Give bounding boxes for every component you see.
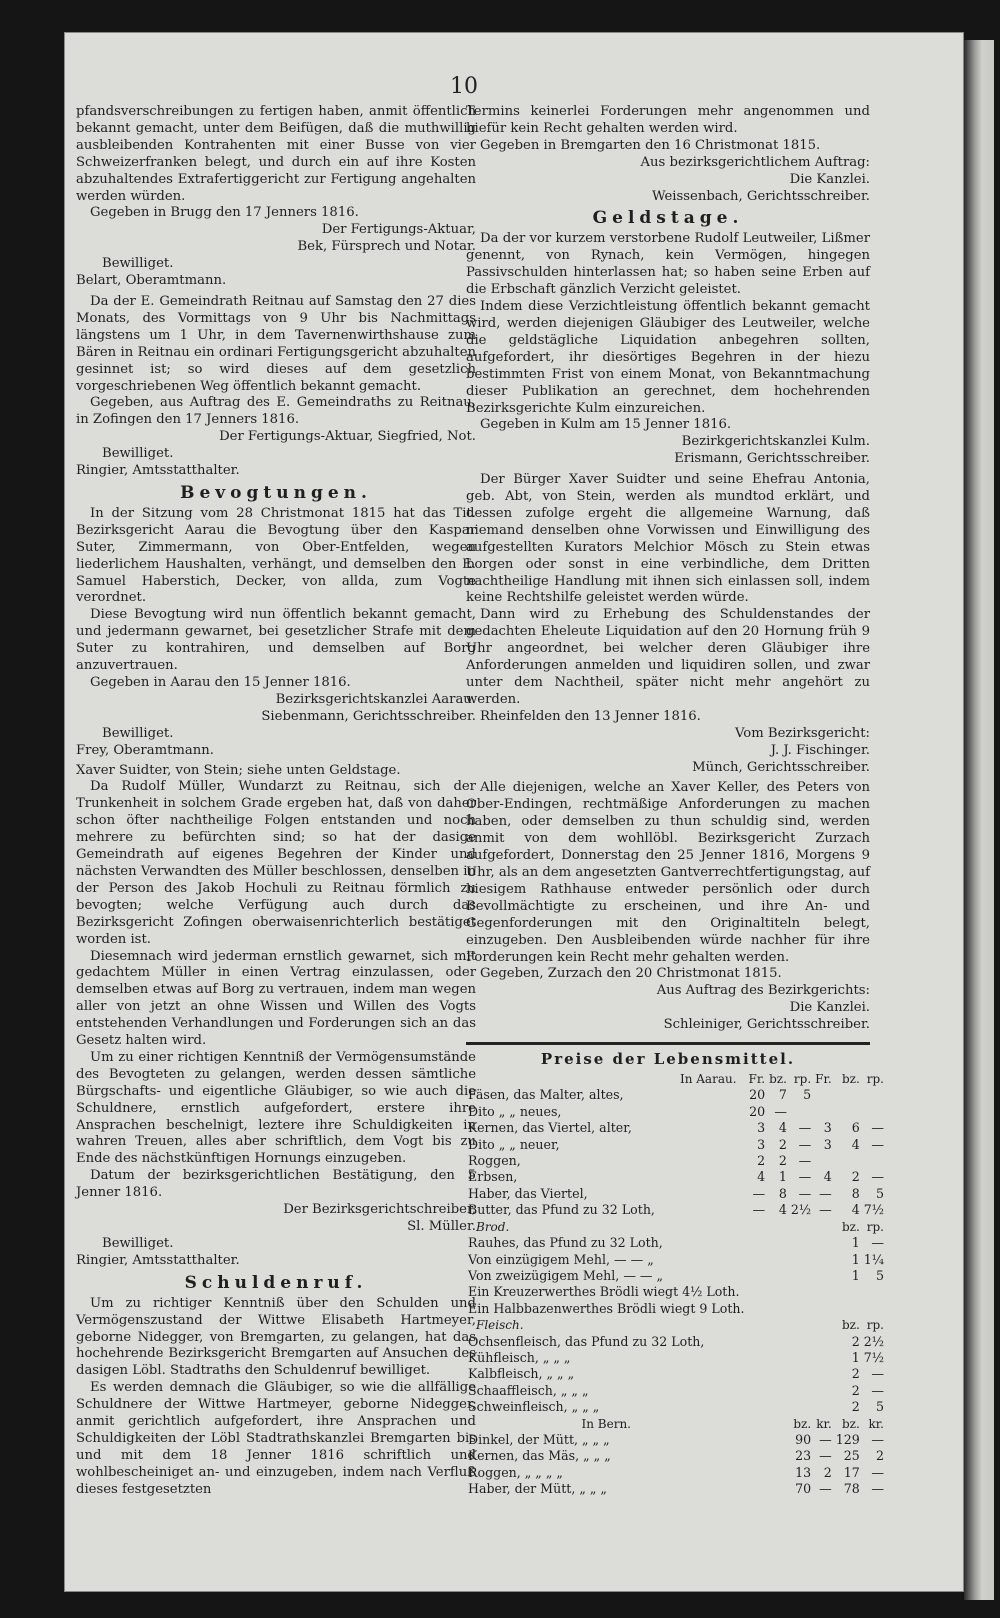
notice-keller-text: Alle diejenigen, welche an Xaver Keller, des Peters von Ober-Endingen, rechtmäßige Anforderungen zu machen haben, oder demselben zu thun schuldig sind, werden anmit von dem wohllöbl. Bezirksgericht Zurzach aufgefordert, Donnerstag den 25 Jenner 1816, Morgens 9 Uhr, als an dem angesetzten Gantverrechtfertigungstag, auf hiesigem Rathhause entweder persönlich oder durch Bevollmächtigte zu erscheinen, und ihre An- und Gegenforderungen mit den Originaltiteln belegt, einzugeben. Den Ausbleibenden würde nachher für ihre Forderungen kein Recht mehr gehalten werden. <box>466 780 870 965</box>
price-header-aarau <box>466 1071 886 1087</box>
price-item: Fäsen, das Malter, altes, <box>468 1087 624 1103</box>
notice-reitnau-signature: Der Fertigungs-Aktuar, Siegfried, Not. <box>219 429 476 445</box>
notice-suter-warning: Diese Bevogtung wird nun öffentlich bekannt gemacht, und jedermann gewarnet, bei gesetzlicher Strafe mit dem Suter zu kontrahiren, und demselben auf Borg anzuvertrauen. <box>76 607 476 674</box>
price-value: 70 <box>795 1481 812 1497</box>
price-row <box>466 1120 886 1136</box>
price-value: — <box>819 1202 832 1218</box>
price-table <box>466 1071 886 1498</box>
price-header-cell: Fr. <box>815 1072 832 1087</box>
price-item: Schweinfleisch, „ „ „ <box>468 1399 600 1415</box>
price-value: 2 <box>875 1448 884 1464</box>
price-value: 1 <box>851 1251 860 1267</box>
price-value: 17 <box>843 1464 860 1480</box>
price-value: 1 <box>851 1267 860 1283</box>
notice-mueller-creditors: Um zu einer richtigen Kenntniß der Vermögensumstände des Bevogteten zu gelangen, werden dessen sämtliche Bürgschafts- und eigentliche Gläubiger, so wie auch die Schuldnere, ernstlich aufgefordert, erstere ihre Ansprachen beschelnigt, leztere ihre Schuldigkeiten in wahren Treuen, alles aber schriftlich, dem Vogt bis zu Ende des nächstkünftigen Hornungs einzugeben. <box>76 1049 476 1167</box>
price-item: Von einzügigem Mehl, — — „ <box>468 1251 654 1267</box>
price-value: 7 <box>778 1087 787 1103</box>
next-page-edge <box>964 40 994 1600</box>
price-row <box>466 1087 886 1103</box>
price-value: 2 <box>757 1153 766 1169</box>
price-item: Haber, der Mütt, „ „ „ <box>468 1481 607 1497</box>
price-value: 8 <box>851 1185 860 1201</box>
notice-keller-signature-order: Aus Auftrag des Bezirkgerichts: <box>656 983 870 999</box>
price-header-label: In Aarau. <box>679 1072 737 1087</box>
notice-brugg-signature-title: Der Fertigungs-Aktuar, <box>321 222 476 238</box>
notice-reitnau-text: Da der E. Gemeindrath Reitnau auf Samstag den 27 dies Monats, des Vormittags von 9 Uhr bis Nachmittags längstens um 1 Uhr, in dem Tavernenwirthshause zum Bären in Reitnau ein ordinari Fertigungsgericht abzuhalten gesinnet ist; so wird dieses auf dem gesetzlich vorgeschriebenen Weg öffentlich bekannt gemacht. <box>76 293 476 394</box>
price-item: Erbsen, <box>468 1169 518 1185</box>
price-value: — <box>871 1169 884 1185</box>
price-value: — <box>774 1103 787 1119</box>
notice-bremgarten-signature-order: Aus bezirksgerichtlichem Auftrag: <box>640 154 870 170</box>
price-value <box>834 1284 862 1300</box>
section-divider <box>466 1042 870 1045</box>
price-row <box>466 1366 886 1382</box>
price-value: 8 <box>778 1185 787 1201</box>
price-header-cell: bz. <box>841 1072 860 1087</box>
price-value: 2 <box>851 1169 860 1185</box>
price-value: — <box>871 1120 884 1136</box>
notice-bremgarten-text: Termins keinerlei Forderungen mehr angenommen und hiefür kein Recht gehalten werden wird. <box>466 104 870 136</box>
price-value: 1 <box>851 1235 860 1251</box>
price-value: 6 <box>851 1120 860 1136</box>
notice-leutweiler-text: Da der vor kurzem verstorbene Rudolf Leutweiler, Lißmer genennt, von Rynach, kein Vermögen, hingegen Passivschulden hinterlassen hat; so haben seine Erben auf die Erbschaft gänzlich Verzicht geleistet. <box>466 231 870 298</box>
notice-suidter-date: Rheinfelden den 13 Jenner 1816. <box>480 708 701 724</box>
price-item: Roggen, <box>468 1153 521 1169</box>
price-header-label: Fleisch. <box>476 1318 524 1333</box>
price-value <box>813 1087 834 1103</box>
notice-mueller-date: Datum der bezirksgerichtlichen Bestätigung, den 5 Jenner 1816. <box>76 1168 476 1201</box>
notice-suter-signature-name: Siebenmann, Gerichtsschreiber. <box>261 708 476 724</box>
price-value: 4 <box>757 1169 766 1185</box>
price-row <box>466 1235 886 1251</box>
price-value: 25 <box>843 1448 860 1464</box>
heading-bevogtungen: Bevogtungen. <box>180 482 372 503</box>
price-value <box>862 1153 886 1169</box>
notice-keller-signature-office: Die Kanzlei. <box>789 1000 870 1016</box>
price-item: Ochsenfleisch, das Pfund zu 32 Loth, <box>468 1333 705 1349</box>
price-header-cell: rp. <box>866 1318 884 1333</box>
price-value: 3 <box>757 1136 766 1152</box>
price-header-cell: bz. <box>769 1072 787 1087</box>
price-row <box>466 1202 886 1218</box>
price-header-cell: bz. <box>841 1318 860 1333</box>
notice-suidter-liquidation: Dann wird zu Erhebung des Schuldenstandes der gedachten Eheleute Liquidation auf den 20 Hornung früh 9 Uhr angeordnet, bei welcher deren Gläubiger ihre Anforderungen anmelden und liquidiren sollen, und zwar unter dem Nachtheil, später nicht mehr angehört zu werden. <box>466 607 870 707</box>
price-value: 5 <box>875 1399 884 1415</box>
price-item: Dito „ „ neues, <box>468 1103 562 1119</box>
price-value: 5 <box>875 1267 884 1283</box>
notice-brugg-text: pfandsverschreibungen zu fertigen haben, anmit öffentlich bekannt gemacht, unter dem Beifügen, daß die muthwillig ausbleibenden Kontrahenten mit einer Busse von vier Schweizerfranken belegt, und durch ein auf ihre Kosten abzuhaltendes Extrafertiggericht zur Fertigung angehalten werden würden. <box>76 104 476 204</box>
price-header-fleisch <box>466 1317 886 1333</box>
price-row <box>466 1481 886 1497</box>
price-value <box>862 1301 886 1317</box>
price-value: — <box>819 1448 832 1464</box>
price-value: 5 <box>875 1185 884 1201</box>
price-row <box>466 1153 886 1169</box>
notice-leutweiler-signature-name: Erismann, Gerichtsschreiber. <box>674 451 870 467</box>
price-item: Rauhes, das Pfund zu 32 Loth, <box>468 1235 663 1251</box>
price-value: 20 <box>749 1087 766 1103</box>
notice-reitnau-official: Ringier, Amtsstatthalter. <box>76 463 240 479</box>
cross-reference-suidter: Xaver Suidter, von Stein; siehe unten Geldstage. <box>76 762 401 778</box>
notice-brugg-date: Gegeben in Brugg den 17 Jenners 1816. <box>90 205 359 221</box>
notice-reitnau-approved: Bewilliget. <box>102 446 174 462</box>
price-row <box>466 1448 886 1464</box>
price-value: — <box>871 1382 884 1398</box>
price-value: — <box>798 1153 812 1169</box>
price-value: — <box>752 1185 766 1201</box>
price-row <box>466 1268 886 1284</box>
price-header-label: In Bern. <box>581 1416 631 1431</box>
notice-mueller-approved: Bewilliget. <box>102 1235 174 1251</box>
price-row <box>466 1284 886 1300</box>
price-value: 90 <box>795 1431 812 1447</box>
price-value: 4 <box>851 1202 860 1218</box>
price-value: 129 <box>835 1431 860 1447</box>
price-value: 1 <box>778 1169 787 1185</box>
price-value: — <box>819 1481 832 1497</box>
price-value: 7½ <box>863 1202 884 1218</box>
price-value: — <box>798 1136 812 1152</box>
heading-geldstage: Geldstage. <box>592 208 744 229</box>
notice-suidter-signature-clerk: Münch, Gerichtsschreiber. <box>692 759 870 775</box>
price-value: 23 <box>795 1448 812 1464</box>
price-item: Ein Kreuzerwerthes Brödli wiegt 4½ Loth. <box>468 1284 740 1300</box>
price-item: Kernen, das Mäs, „ „ „ <box>468 1448 611 1464</box>
price-value <box>834 1104 862 1120</box>
notice-leutweiler-creditors: Indem diese Verzichtleistung öffentlich bekannt gemacht wird, werden diejenigen Gläubiger des Leutweiler, welche die geldstägliche Liquidation anbegehren sollten, aufgefordert, ihr diesörtiges Begehren in der hiezu bestimmten Frist von einem Monat, von Bekanntmachung dieser Publikation an gerechnet, dem hochehrenden Bezirksgerichte Kulm einzureichen. <box>466 299 870 416</box>
notice-hartmeyer-creditors: Es werden demnach die Gläubiger, so wie die allfällige Schuldnere der Wittwe Hartmeyer, geborne Nidegger, anmit gerichtlich aufgefordert, ihre Ansprachen und Schuldigkeiten der Löbl Stadtrathskanzlei Bremgarten bis und mit dem 18 Jenner 1816 schriftlich und wohlbescheiniget an- und einzugeben, indem nach Verfluß dieses festgesetzten <box>76 1380 476 1497</box>
notice-brugg-official: Belart, Oberamtmann. <box>76 273 227 289</box>
price-value <box>862 1104 886 1120</box>
price-value: — <box>871 1464 884 1480</box>
price-item: Kernen, das Viertel, alter, <box>468 1120 632 1136</box>
price-value: — <box>819 1185 832 1201</box>
price-row <box>466 1383 886 1399</box>
price-header-cell: kr. <box>868 1416 884 1431</box>
page-number: 10 <box>450 74 478 99</box>
price-value <box>834 1301 862 1317</box>
price-value: 2 <box>851 1382 860 1398</box>
price-value <box>834 1153 862 1169</box>
price-value: — <box>798 1185 812 1201</box>
price-row <box>466 1334 886 1350</box>
price-value: 4 <box>778 1120 787 1136</box>
price-value: 1¼ <box>863 1251 884 1267</box>
notice-leutweiler-signature-office: Bezirkgerichtskanzlei Kulm. <box>681 434 870 450</box>
price-row <box>466 1301 886 1317</box>
left-column <box>76 104 476 1499</box>
notice-bremgarten-signature-name: Weissenbach, Gerichtsschreiber. <box>652 188 870 204</box>
price-item: Kalbfleisch, „ „ „ <box>468 1366 575 1382</box>
price-value: 4 <box>823 1169 832 1185</box>
notice-suidter-signature-judge: J. J. Fischinger. <box>770 742 870 758</box>
notice-suter-text: In der Sitzung vom 28 Christmonat 1815 hat das Tit. Bezirksgericht Aarau die Bevogtung über den Kaspar Suter, Zimmermann, von Ober-Entfelden, wegen liederlichem Haushalten, verhängt, und demselben den E. Samuel Haberstich, Decker, von allda, zum Vogte verordnet. <box>76 505 476 606</box>
price-value: 2½ <box>863 1333 884 1349</box>
price-value: 2 <box>851 1366 860 1382</box>
notice-keller-date: Gegeben, Zurzach den 20 Christmonat 1815. <box>480 966 782 982</box>
price-value: — <box>871 1431 884 1447</box>
price-value <box>789 1104 813 1120</box>
price-value: 2 <box>823 1464 832 1480</box>
price-value: — <box>819 1431 832 1447</box>
heading-schuldenruf: Schuldenruf. <box>184 1272 368 1293</box>
price-item: Dito „ „ neuer, <box>468 1136 560 1152</box>
price-value: 1 <box>851 1349 860 1365</box>
price-value: 4 <box>851 1136 860 1152</box>
price-header-cell: kr. <box>816 1416 832 1431</box>
price-header-cell: rp. <box>866 1219 884 1234</box>
price-header-cell: Fr. <box>748 1072 766 1087</box>
notice-mueller-official: Ringier, Amtsstatthalter. <box>76 1252 240 1268</box>
price-header-cell: bz. <box>841 1219 860 1234</box>
price-item: Ein Halbbazenwerthes Brödli wiegt 9 Loth. <box>468 1300 745 1316</box>
notice-mueller-signature-title: Der Bezirksgerichtschreiber, <box>283 1202 476 1218</box>
notice-mueller-warning: Diesemnach wird jederman ernstlich gewarnet, sich mit gedachtem Müller in einen Vertrag einzulassen, oder demselben etwas auf Borg zu vertrauen, indem man wegen aller von jetzt an ohne Wissen und Willen des Vogts entstehenden Verhandlungen und Forderungen sich an das Gesetz halten wird. <box>76 948 476 1049</box>
price-value: — <box>752 1202 766 1218</box>
price-row <box>466 1465 886 1481</box>
price-value: — <box>871 1235 884 1251</box>
price-row <box>466 1399 886 1415</box>
right-column <box>466 104 884 1498</box>
price-item: Von zweizügigem Mehl, — — „ <box>468 1267 664 1283</box>
notice-keller-signature-name: Schleiniger, Gerichtsschreiber. <box>663 1017 870 1033</box>
price-value: 2 <box>851 1333 860 1349</box>
notice-bremgarten-date: Gegeben in Bremgarten den 16 Christmonat 1815. <box>480 137 821 153</box>
price-value: 5 <box>803 1087 812 1103</box>
price-value: 3 <box>823 1136 832 1152</box>
notice-suter-date: Gegeben in Aarau den 15 Jenner 1816. <box>90 675 351 690</box>
price-row <box>466 1252 886 1268</box>
notice-reitnau-given: Gegeben, aus Auftrag des E. Gemeindraths zu Reitnau, in Zofingen den 17 Jenners 1816. <box>76 395 476 428</box>
notice-suter-official: Frey, Oberamtmann. <box>76 742 214 758</box>
price-value: 7½ <box>863 1349 884 1365</box>
price-header-cell: bz. <box>841 1416 860 1431</box>
notice-mueller-text: Da Rudolf Müller, Wundarzt zu Reitnau, sich der Trunkenheit in solchem Grade ergeben hat, daß von daher schon öfter nachtheilige Folgen entstanden und noch mehrere zu befürchten sind; so hat der dasige Gemeindrath auf eigenes Begehren der Kinder und nächsten Verwandten des Müller beschlossen, denselben in der Person des Jakob Hochuli zu Reitnau förmlich zu bevogten; welche Verfügung auch durch das Bezirksgericht Zofingen oberwaisenrichterlich bestätiget worden ist. <box>76 779 476 947</box>
price-value <box>862 1284 886 1300</box>
notice-mueller-signature-name: Sl. Müller. <box>407 1219 476 1234</box>
price-value: 2 <box>778 1153 787 1169</box>
price-value: 78 <box>843 1481 860 1497</box>
price-value: — <box>871 1366 884 1382</box>
price-header-bern <box>466 1416 886 1432</box>
price-item: Butter, das Pfund zu 32 Loth, <box>468 1202 655 1218</box>
price-value: 20 <box>749 1103 766 1119</box>
price-value: 3 <box>757 1120 766 1136</box>
price-item: Roggen, „ „ „ „ <box>468 1464 563 1480</box>
price-header-cell: rp. <box>793 1072 812 1087</box>
price-row <box>466 1186 886 1202</box>
price-value: 3 <box>823 1120 832 1136</box>
price-value: — <box>871 1481 884 1497</box>
price-row <box>466 1432 886 1448</box>
price-row <box>466 1350 886 1366</box>
notice-hartmeyer-text: Um zu richtiger Kenntniß über den Schulden und Vermögenszustand der Wittwe Elisabeth Hartmeyer, geborne Nidegger, von Bremgarten, zu gelangen, hat das hochehrende Bezirksgericht Bremgarten auf Ansuchen des dasigen Löbl. Stadtraths den Schuldenruf bewilliget. <box>76 1295 476 1379</box>
notice-brugg-approved: Bewilliget. <box>102 256 174 272</box>
price-item: Dinkel, der Mütt, „ „ „ <box>468 1431 610 1447</box>
heading-preise: Preise der Lebensmittel. <box>540 1050 796 1069</box>
price-value <box>813 1153 834 1169</box>
notice-suidter-signature-court: Vom Bezirksgericht: <box>734 725 870 741</box>
price-row <box>466 1169 886 1185</box>
notice-bremgarten-signature-office: Die Kanzlei. <box>789 171 870 187</box>
price-value: 4 <box>778 1202 787 1218</box>
price-value: 2½ <box>790 1202 812 1218</box>
notice-suter-approved: Bewilliget. <box>102 725 174 741</box>
price-header-cell: rp. <box>866 1072 884 1087</box>
price-header-brod <box>466 1219 886 1235</box>
price-item: Schaaffleisch, „ „ „ <box>468 1382 589 1398</box>
price-value: — <box>798 1169 812 1185</box>
price-value <box>862 1087 886 1103</box>
notice-brugg-signature-name: Bek, Fürsprech und Notar. <box>297 239 476 255</box>
price-item: Kühfleisch, „ „ „ <box>468 1349 571 1365</box>
notice-suidter-text: Der Bürger Xaver Suidter und seine Ehefrau Antonia, geb. Abt, von Stein, werden als mundtod erklärt, und dessen zufolge ergeht die allgemeine Warnung, daß niemand denselben ohne Vorwissen und Einwilligung des aufgestellten Kurators Melchior Mösch zu Stein etwas borgen oder sonst in eine verbindliche, dem Dritten nachtheilige Handlung mit ihnen sich einlassen soll, indem keine Rechtshilfe geleistet werden würde. <box>466 472 870 606</box>
price-value: 13 <box>795 1464 812 1480</box>
price-row <box>466 1137 886 1153</box>
price-value <box>834 1087 862 1103</box>
price-row <box>466 1104 886 1120</box>
notice-leutweiler-date: Gegeben in Kulm am 15 Jenner 1816. <box>480 417 732 433</box>
price-value: — <box>871 1136 884 1152</box>
price-value: 2 <box>851 1399 860 1415</box>
price-item: Haber, das Viertel, <box>468 1185 588 1201</box>
price-value: — <box>798 1120 812 1136</box>
notice-suter-signature-office: Bezirksgerichtskanzlei Aarau. <box>275 691 476 707</box>
price-value: 2 <box>778 1136 787 1152</box>
price-header-cell: bz. <box>793 1416 812 1431</box>
price-value <box>813 1104 834 1120</box>
price-header-label: Brod. <box>476 1219 510 1234</box>
